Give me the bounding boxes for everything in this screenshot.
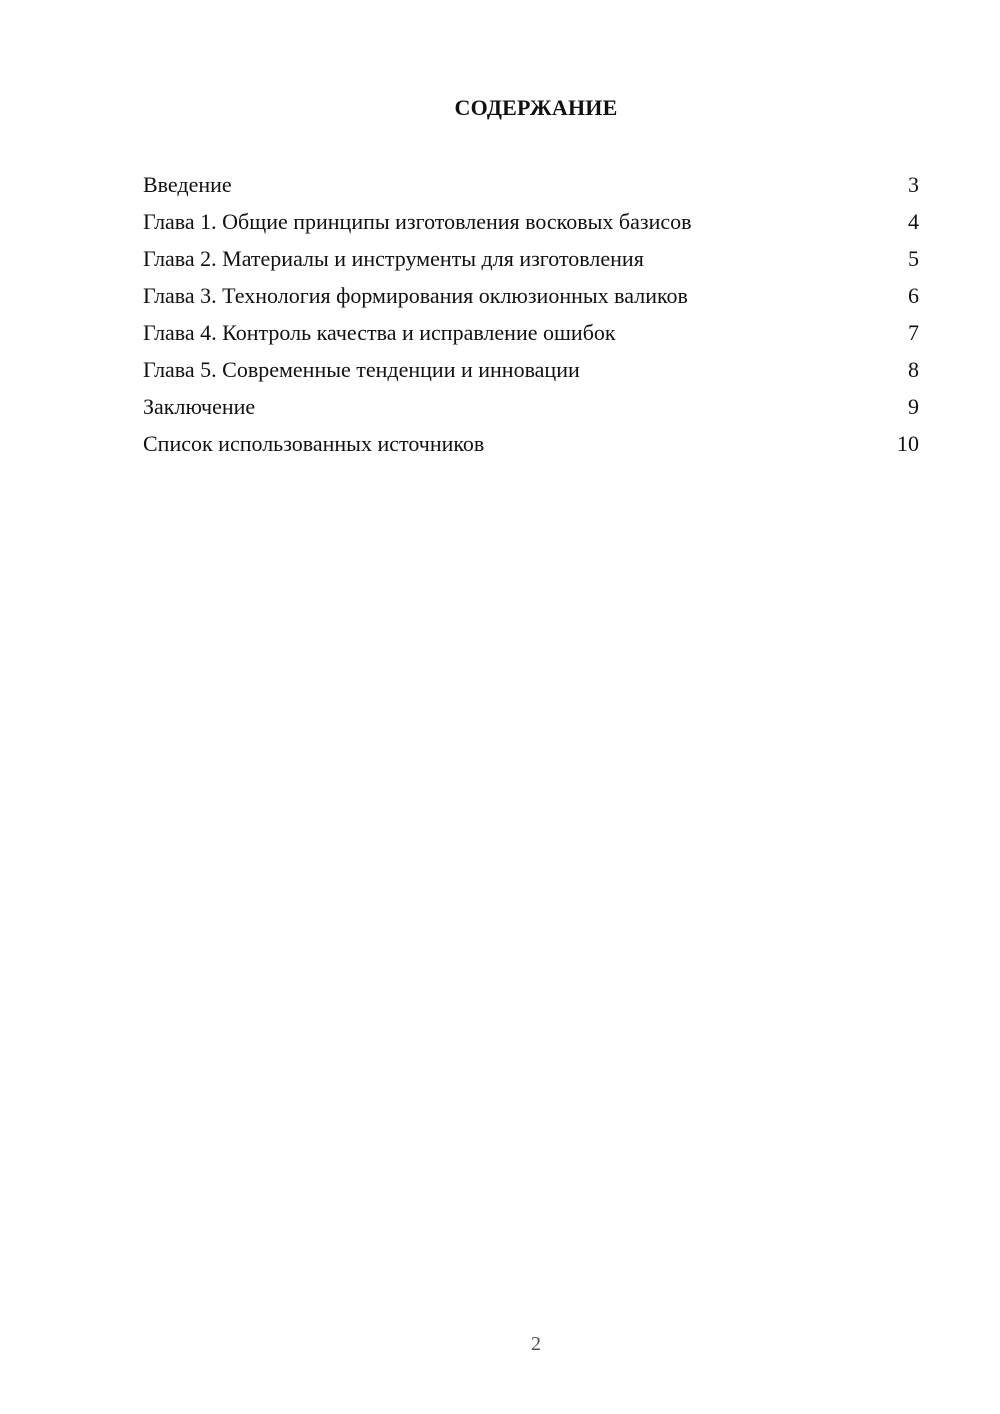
toc-entry-chapter-1 [143,207,919,244]
page-number: 2 [531,1333,541,1355]
toc-entry-label: Глава 1. Общие принципы изготовления восковых базисов [143,209,692,234]
toc-entry-label: Введение [143,172,232,197]
toc-entry-label: Глава 5. Современные тенденции и инновации [143,357,580,382]
page-title: СОДЕРЖАНИЕ [454,95,618,120]
toc-entry-page: 7 [908,320,919,345]
toc-entry-label: Заключение [143,394,256,419]
toc-entry-label: Глава 3. Технология формирования оклюзионных валиков [143,283,688,308]
toc-entry-page: 10 [897,431,919,456]
toc-entry-label: Список использованных источников [143,431,485,456]
toc-entry-page: 9 [908,394,919,419]
toc-entry-page: 8 [908,357,919,382]
toc-entry-conclusion [143,392,919,429]
toc-entry-chapter-3 [143,281,919,318]
table-of-contents [143,170,919,466]
toc-entry-page: 3 [908,172,919,197]
toc-entry-chapter-5 [143,355,919,392]
toc-entry-page: 6 [908,283,919,308]
toc-entry-introduction [143,170,919,207]
toc-entry-chapter-4 [143,318,919,355]
toc-entry-chapter-2 [143,244,919,281]
toc-entry-page: 5 [908,246,919,271]
toc-entry-references [143,429,919,466]
toc-entry-page: 4 [908,209,919,234]
toc-entry-label: Глава 2. Материалы и инструменты для изготовления [143,246,644,271]
toc-entry-label: Глава 4. Контроль качества и исправление ошибок [143,320,616,345]
